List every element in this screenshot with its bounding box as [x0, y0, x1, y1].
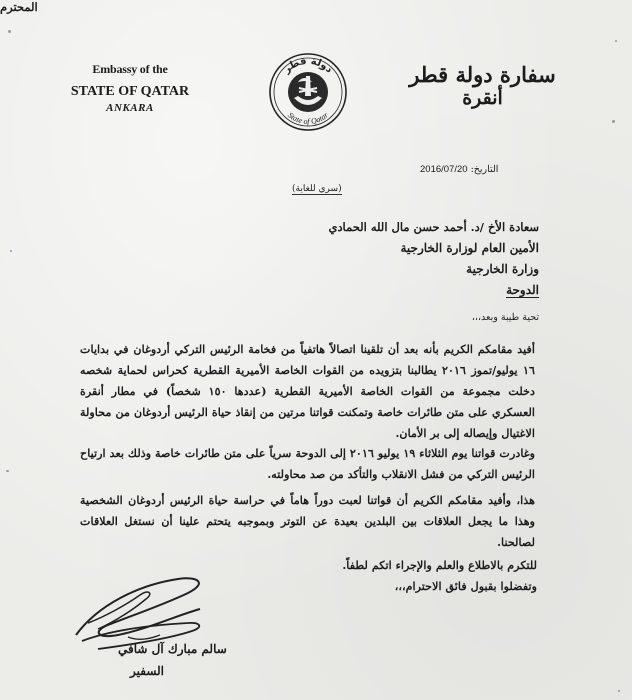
scan-speck — [612, 120, 615, 123]
closing-line-2: وتفضلوا بقبول فائق الاحترام،،، — [394, 579, 537, 593]
scan-speck — [6, 470, 9, 472]
svg-text:State of Qatar — [286, 110, 331, 126]
embassy-line: Embassy of the — [92, 62, 168, 76]
addressee-respected: المحترم — [0, 0, 38, 14]
letterhead-english — [60, 62, 200, 114]
body-paragraph-3: هذا، وأفيد مقامكم الكريم أن قواتنا لعبت دوراً هاماً في حراسة حياة الرئيس أردوغان الشخصية وهذا ما يجعل العلاقات بين البلدين بعيدة عن التوتر وبموجبه يتحتم علينا أن نستغل العلاقات لصالحنا. — [80, 493, 535, 549]
date-label: التاريخ: — [470, 164, 499, 175]
body-paragraph-2: وغادرت قواتنا يوم الثلاثاء ١٩ يوليو ٢٠١٦ إلى الدوحة سرياً على متن طائرات خاصة وذلك بعد ارتياح الرئيس التركي من فشل الانقلاب والتأكد من صد محاولته. — [80, 446, 535, 481]
body-paragraph-1: أفيد مقامكم الكريم بأنه بعد أن تلقينا اتصالاً هاتفياً من فخامة الرئيس التركي أردوغان في بدايات ١٦ يوليو/تموز ٢٠١٦ يطالبنا بتزويده من القوات الخاصة الأميرية القطرية كحراس لحماية شخصه دخلت مجموعة من القوات الخاصة الأميرية القطرية (عددها ١٥٠ شخصاً) في مطار أنقرة العسكري على متن طائرات خاصة وتمكنت قواتنا مرتين من إنقاذ حياة الرئيس أردوغان من محاولة الاغتيال وإيصاله إلى بر الأمان. — [80, 342, 535, 440]
signatory-name: سالم مبارك آل شافي — [118, 642, 227, 656]
addressee-ministry: وزارة الخارجية — [466, 262, 539, 276]
city-line: ANKARA — [106, 102, 154, 114]
state-of-qatar-emblem-icon — [268, 52, 348, 132]
date-value: 2016/07/20 — [420, 164, 468, 175]
addressee-name: سعادة الأخ /د. أحمد حسن مال الله الحمادي — [328, 220, 539, 234]
scan-speck — [618, 690, 620, 692]
date-line — [420, 164, 498, 175]
state-line: STATE OF QATAR — [70, 84, 190, 99]
scan-speck — [8, 30, 11, 33]
closing-line-1: للتكرم بالاطلاع والعلم والإجراء اتكم لطفاً. — [342, 558, 537, 572]
emblem-top-text: دولة قطر — [281, 55, 335, 76]
classification-label: (سري للغاية) — [292, 184, 342, 194]
embassy-arabic: سفارة دولة قطر — [409, 62, 556, 87]
scan-speck — [10, 250, 12, 252]
scan-speck — [615, 40, 617, 42]
city-arabic: أنقرة — [462, 87, 503, 109]
addressee-city: الدوحة — [506, 283, 539, 297]
greeting: تحية طيبة وبعد،،، — [471, 312, 539, 323]
closing-block — [342, 555, 537, 597]
addressee-position: الأمين العام لوزارة الخارجية — [400, 241, 539, 255]
signatory-title: السفير — [130, 664, 165, 678]
letterhead-arabic — [395, 62, 570, 109]
emblem-bottom-text: State of Qatar — [286, 110, 330, 127]
